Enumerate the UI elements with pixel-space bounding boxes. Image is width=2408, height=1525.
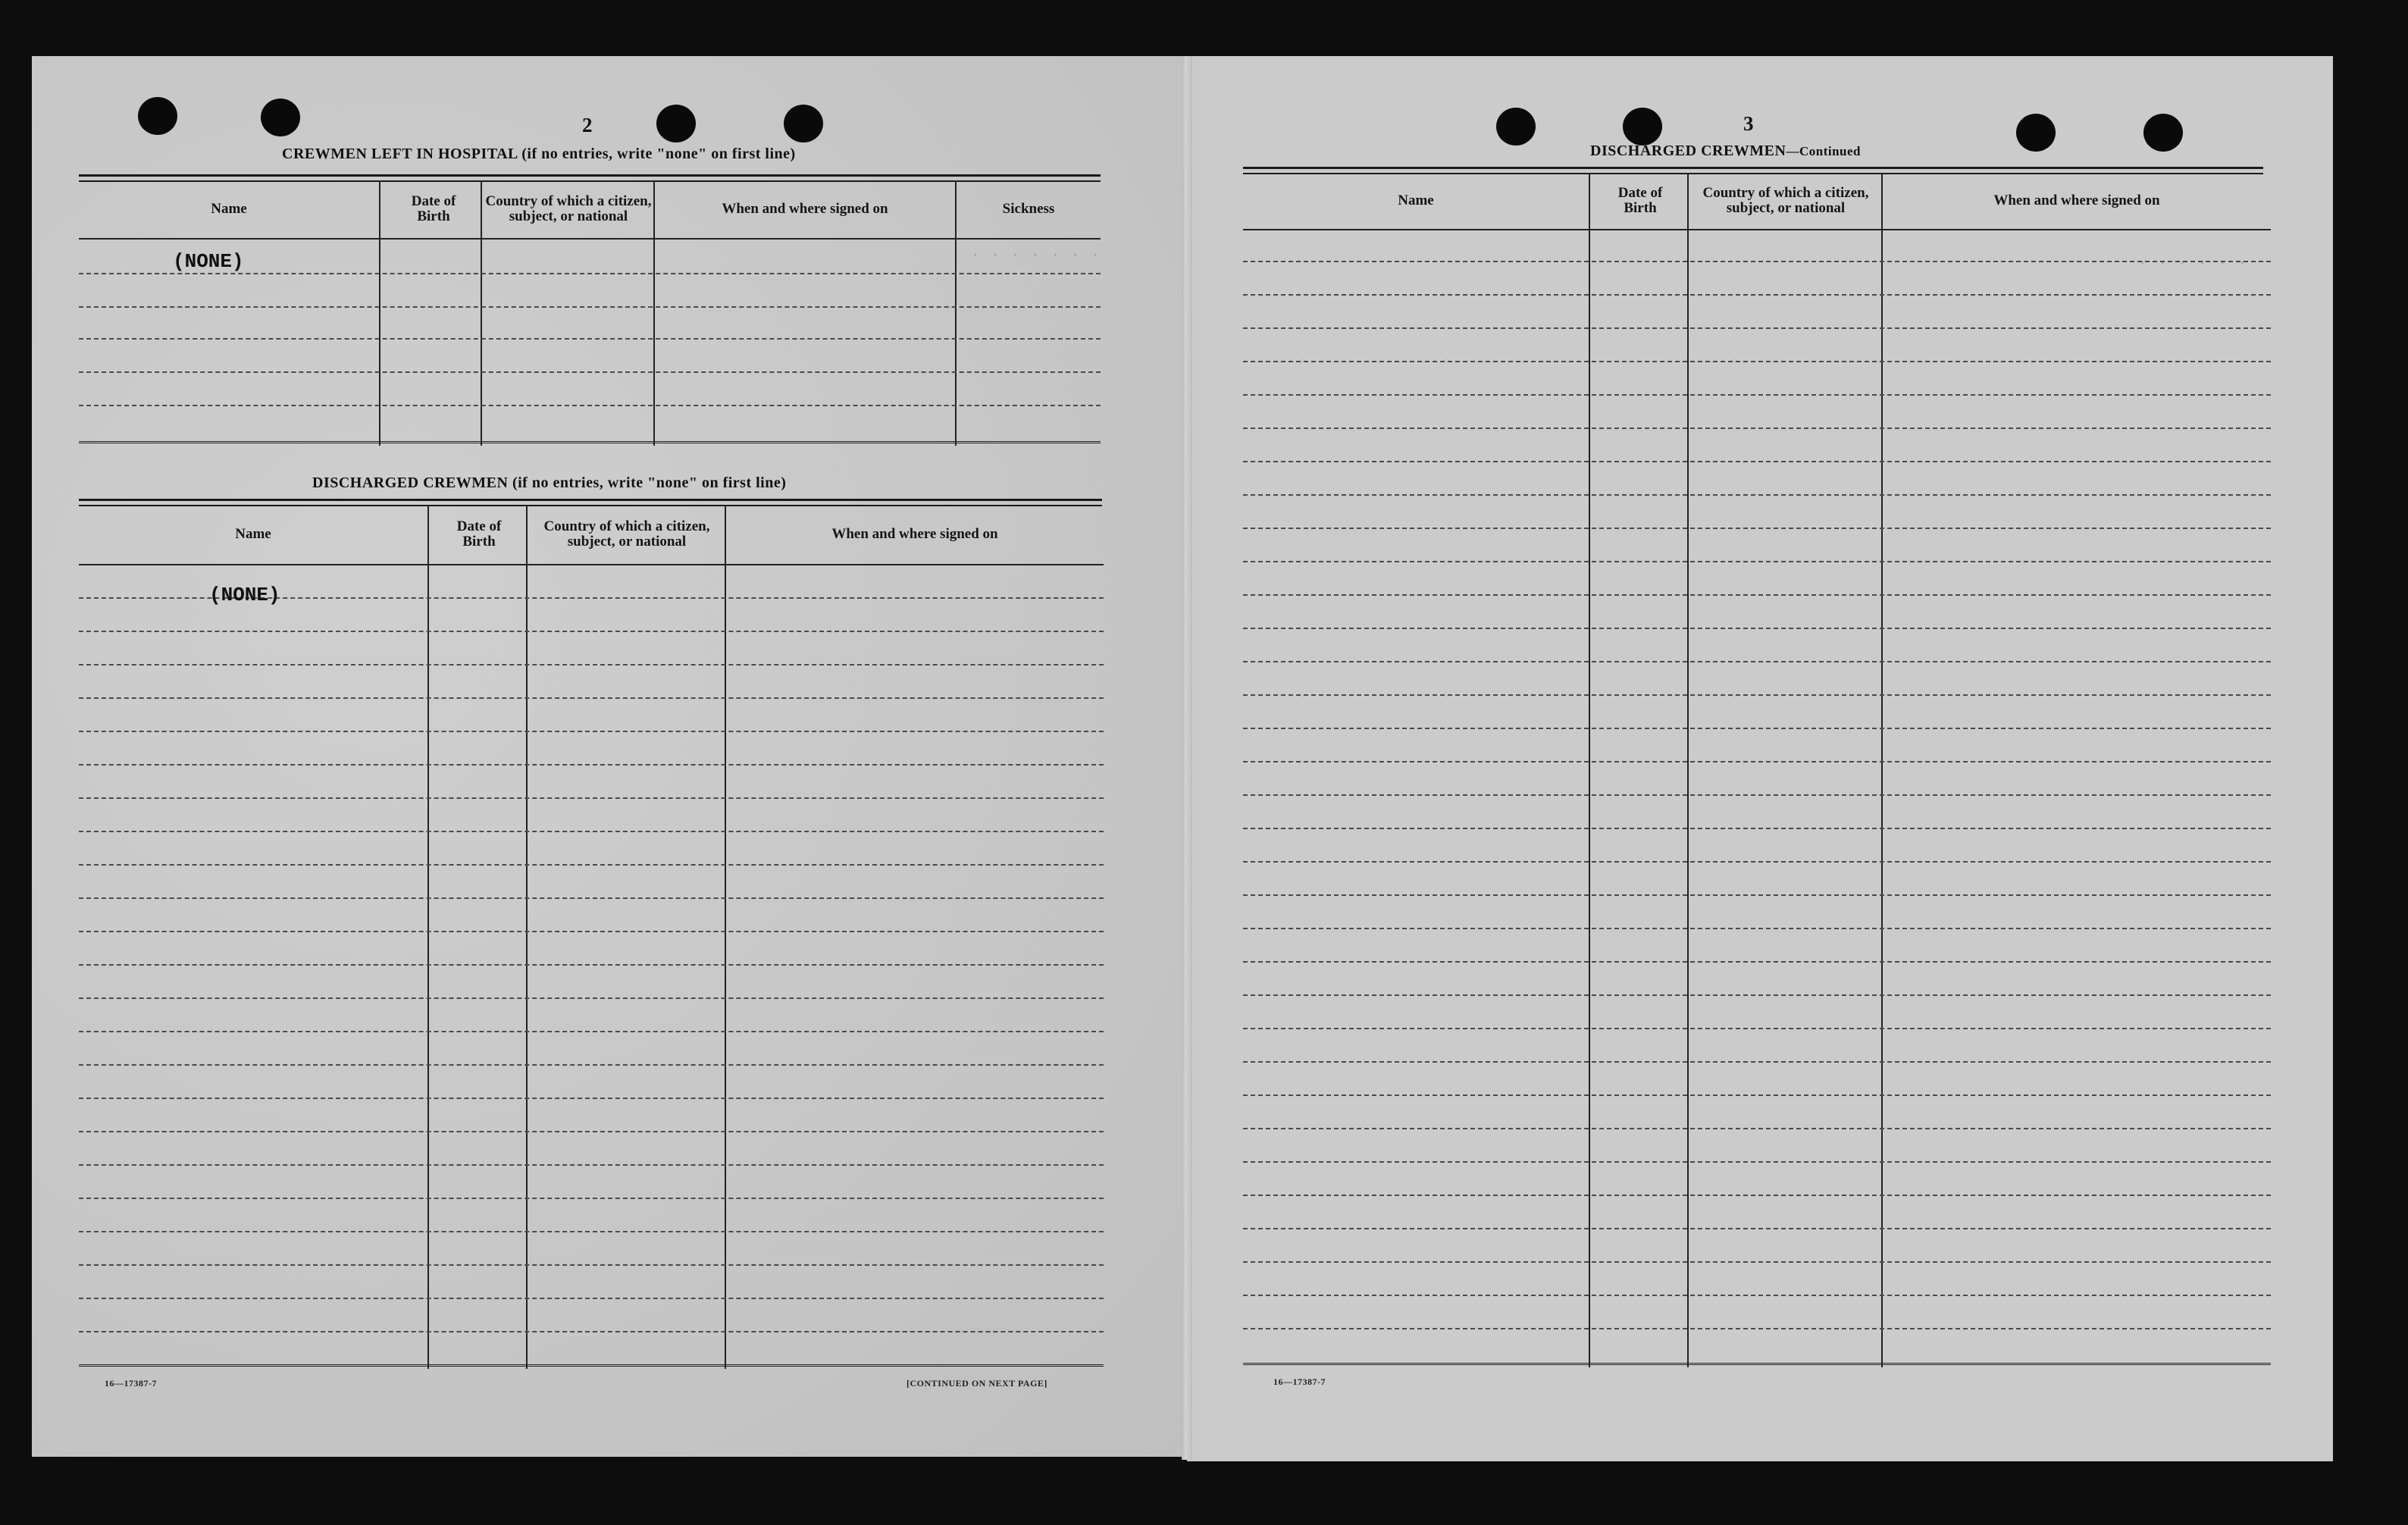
punch-hole	[1623, 108, 1662, 146]
row-rule	[79, 697, 1104, 699]
page-fold	[1182, 56, 1192, 1460]
row-rule	[1243, 728, 2271, 729]
row-rule	[1243, 1328, 2271, 1329]
form-number: 16—17387-7	[105, 1378, 157, 1389]
row-rule	[79, 273, 1101, 274]
section-title-text: DISCHARGED CREWMEN	[312, 474, 509, 491]
page-number: 3	[1743, 112, 1754, 135]
table-bottom-rule	[1243, 1363, 2271, 1365]
row-rule	[1243, 561, 2271, 562]
column-divider	[427, 505, 429, 1369]
form-number: 16—17387-7	[1273, 1376, 1326, 1387]
section-title-note: (if no entries, write "none" on first line)	[521, 146, 796, 162]
row-rule	[1243, 1028, 2271, 1029]
column-divider	[1881, 173, 1883, 1367]
header-divider	[79, 564, 1104, 565]
column-header-country: Country of which a citizen, subject, or national	[543, 518, 710, 550]
punch-hole	[2143, 114, 2183, 152]
row-rule	[1243, 1061, 2271, 1063]
table-bottom-rule	[79, 441, 1101, 443]
hospital-table	[79, 180, 1101, 446]
bleed-through-text: . . . . . . .	[970, 243, 1101, 261]
column-header-country: Country of which a citizen, subject, or national	[1702, 185, 1869, 216]
column-divider	[526, 505, 528, 1369]
row-rule	[1243, 261, 2271, 262]
row-rule	[1243, 361, 2271, 362]
row-rule	[79, 1164, 1104, 1166]
row-rule	[1243, 861, 2271, 863]
hospital-section-title	[282, 146, 796, 163]
row-rule	[1243, 794, 2271, 796]
row-rule	[1243, 928, 2271, 929]
row-rule	[79, 405, 1101, 406]
row-rule	[1243, 1195, 2271, 1196]
row-rule	[79, 1031, 1104, 1032]
column-divider	[1687, 173, 1689, 1367]
row-rule	[1243, 661, 2271, 662]
row-rule	[79, 764, 1104, 766]
row-rule	[79, 1231, 1104, 1232]
row-rule	[1243, 594, 2271, 596]
column-divider	[725, 505, 726, 1369]
column-divider	[1589, 173, 1590, 1367]
discharged-section-title	[312, 474, 786, 492]
column-header-date-of-birth: Date of Birth	[1617, 185, 1663, 216]
row-rule	[79, 1131, 1104, 1132]
table-top-rule	[1243, 167, 2263, 169]
column-header-date-of-birth: Date of Birth	[411, 193, 456, 224]
column-header-sickness: Sickness	[1002, 201, 1055, 217]
punch-hole	[138, 97, 177, 135]
column-header-name: Name	[235, 526, 271, 542]
row-rule	[1243, 961, 2271, 963]
row-rule	[1243, 1261, 2271, 1263]
punch-hole	[261, 99, 300, 136]
hospital-entry-name: (NONE)	[173, 250, 244, 273]
row-rule	[1243, 1228, 2271, 1229]
row-rule	[79, 1298, 1104, 1299]
row-rule	[79, 631, 1104, 632]
row-rule	[79, 864, 1104, 866]
table-top-rule	[79, 174, 1101, 177]
header-divider	[79, 238, 1101, 240]
row-rule	[79, 897, 1104, 899]
row-rule	[79, 797, 1104, 799]
row-rule	[1243, 761, 2271, 762]
column-header-signed-on: When and where signed on	[1993, 193, 2160, 208]
punch-hole	[1496, 108, 1536, 146]
column-header-signed-on: When and where signed on	[722, 201, 888, 217]
row-rule	[1243, 528, 2271, 529]
punch-hole	[784, 105, 823, 142]
row-rule	[1243, 894, 2271, 896]
discharged-continued-table	[1243, 173, 2271, 1367]
row-rule	[79, 997, 1104, 999]
table-top-rule	[79, 499, 1102, 501]
section-title-note: (if no entries, write "none" on first line)	[512, 474, 787, 491]
section-title-continued: —Continued	[1786, 144, 1861, 158]
column-header-signed-on: When and where signed on	[831, 526, 998, 542]
page-number: 2	[582, 114, 593, 136]
section-title-text: DISCHARGED CREWMEN	[1590, 142, 1786, 159]
row-rule	[79, 964, 1104, 966]
row-rule	[79, 1264, 1104, 1266]
header-divider	[1243, 229, 2271, 230]
row-rule	[1243, 494, 2271, 496]
row-rule	[79, 931, 1104, 932]
row-rule	[1243, 828, 2271, 829]
row-rule	[1243, 1128, 2271, 1129]
row-rule	[1243, 327, 2271, 329]
column-header-country: Country of which a citizen, subject, or national	[485, 193, 652, 224]
row-rule	[1243, 694, 2271, 696]
bleed-through-text: . . . . . .	[2137, 250, 2248, 269]
punch-hole	[656, 105, 696, 142]
column-header-name: Name	[211, 201, 247, 217]
row-rule	[79, 1064, 1104, 1066]
row-rule	[79, 1198, 1104, 1199]
row-rule	[1243, 1094, 2271, 1096]
row-rule	[79, 664, 1104, 665]
row-rule	[79, 731, 1104, 732]
column-header-name: Name	[1398, 193, 1434, 208]
row-rule	[1243, 628, 2271, 629]
row-rule	[1243, 427, 2271, 429]
section-title-text: CREWMEN LEFT IN HOSPITAL	[282, 146, 518, 162]
discharged-entry-name: (NONE)	[209, 584, 280, 606]
row-rule	[1243, 461, 2271, 462]
table-bottom-rule	[79, 1364, 1104, 1367]
discharged-table	[79, 505, 1104, 1369]
column-header-date-of-birth: Date of Birth	[456, 518, 502, 550]
row-rule	[79, 1331, 1104, 1332]
row-rule	[1243, 294, 2271, 296]
row-rule	[79, 371, 1101, 373]
row-rule	[79, 1098, 1104, 1099]
row-rule	[79, 306, 1101, 308]
discharged-continued-title	[1590, 142, 1861, 160]
row-rule	[1243, 994, 2271, 996]
row-rule	[79, 831, 1104, 832]
punch-hole	[2016, 114, 2056, 152]
row-rule	[1243, 1295, 2271, 1296]
row-rule	[79, 338, 1101, 340]
row-rule	[1243, 1161, 2271, 1163]
row-rule	[1243, 394, 2271, 396]
continued-note: [CONTINUED ON NEXT PAGE]	[907, 1378, 1047, 1389]
